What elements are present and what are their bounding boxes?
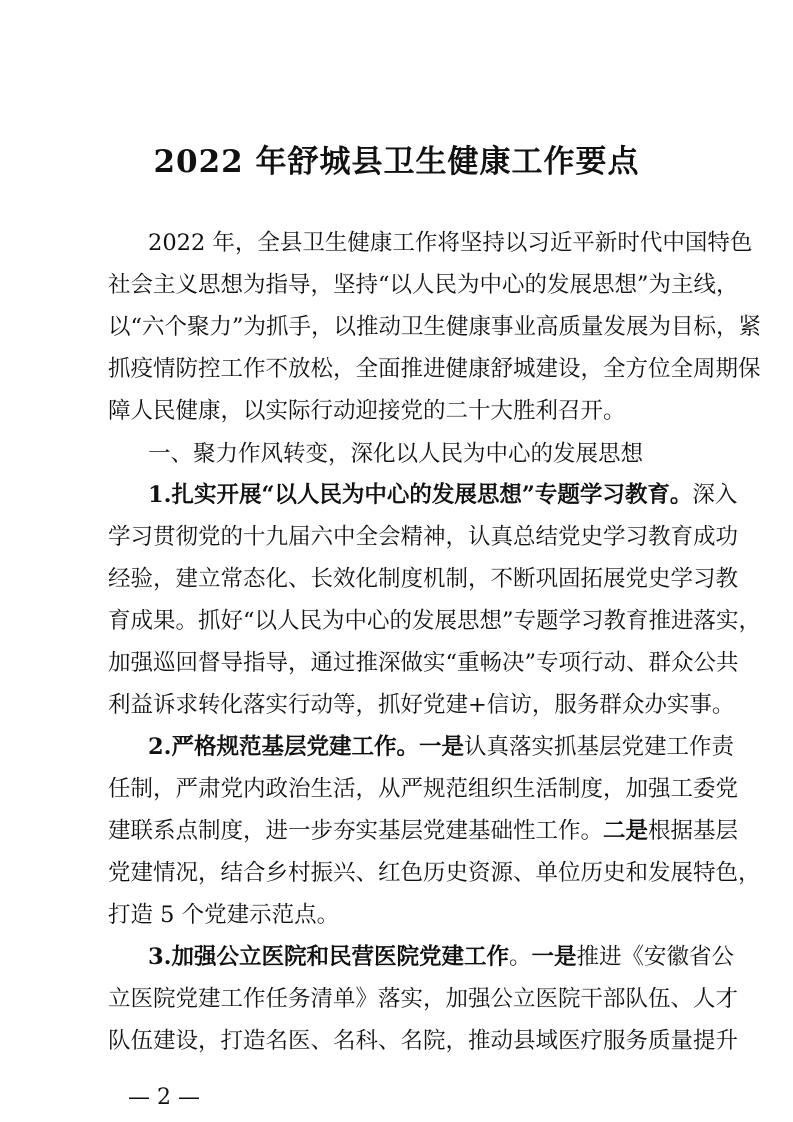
item2-text: 认真落实抓基层党建工作责 <box>464 734 735 760</box>
item3-line: 队伍建设，打造名医、名科、名院，推动县域医疗服务质量提升 <box>108 1028 739 1054</box>
item2-line <box>108 810 739 852</box>
page-title: 2022 年舒城县卫生健康工作要点 <box>153 144 640 180</box>
item3-marker-one: 一是 <box>531 944 577 970</box>
item1-line: 育成果。抓好“以人民为中心的发展思想”专题学习教育推进落实， <box>108 608 762 634</box>
item1-line: 学习贯彻党的十九届六中全会精神，认真总结党史学习教育成功 <box>108 524 739 550</box>
item3-text: 推进《安徽省公 <box>576 944 735 970</box>
item3-first-line <box>148 936 735 978</box>
item1-text: 深入 <box>692 482 738 508</box>
item2-line: 打造 5 个党建示范点。 <box>108 902 340 928</box>
intro-line: 以“六个聚力”为抓手，以推动卫生健康事业高质量发展为目标，紧 <box>108 314 762 340</box>
item2-first-line <box>148 726 735 768</box>
item3-heading-punct: 。 <box>509 944 532 970</box>
item2-marker-one: 一是 <box>419 734 465 760</box>
page-number: — 2 — <box>128 1085 200 1110</box>
item2-line: 任制，严肃党内政治生活，从严规范组织生活制度，加强工委党 <box>108 776 739 802</box>
item2-text: 根据基层 <box>648 818 739 844</box>
intro-line: 2022 年，全县卫生健康工作将坚持以习近平新时代中国特色 <box>148 230 753 256</box>
item2-text: 建联系点制度，进一步夯实基层党建基础性工作。 <box>108 818 604 844</box>
item2-line: 党建情况，结合乡村振兴、红色历史资源、单位历史和发展特色， <box>108 860 761 886</box>
item2-marker-two: 二是 <box>603 818 649 844</box>
intro-line: 社会主义思想为指导，坚持“以人民为中心的发展思想”为主线， <box>108 272 739 298</box>
item1-line: 利益诉求转化落实行动等，抓好党建+信访，服务群众办实事。 <box>108 692 735 718</box>
item3-line: 立医院党建工作任务清单》落实，加强公立医院干部队伍、人才 <box>108 986 739 1012</box>
item1-first-line <box>148 474 738 516</box>
section-heading: 一、聚力作风转变，深化以人民为中心的发展思想 <box>148 441 644 467</box>
item2-heading: 2.严格规范基层党建工作。 <box>148 734 419 760</box>
item1-heading: 1.扎实开展“以人民为中心的发展思想”专题学习教育。 <box>148 482 693 508</box>
intro-line: 障人民健康，以实际行动迎接党的二十大胜利召开。 <box>108 398 626 424</box>
item1-line: 经验，建立常态化、长效化制度机制，不断巩固拓展党史学习教 <box>108 566 739 592</box>
item1-line: 加强巡回督导指导，通过推深做实“重畅决”专项行动、群众公共 <box>108 650 739 676</box>
intro-line: 抓疫情防控工作不放松，全面推进健康舒城建设，全方位全周期保 <box>108 356 761 382</box>
item3-heading: 3.加强公立医院和民营医院党建工作 <box>148 944 509 970</box>
